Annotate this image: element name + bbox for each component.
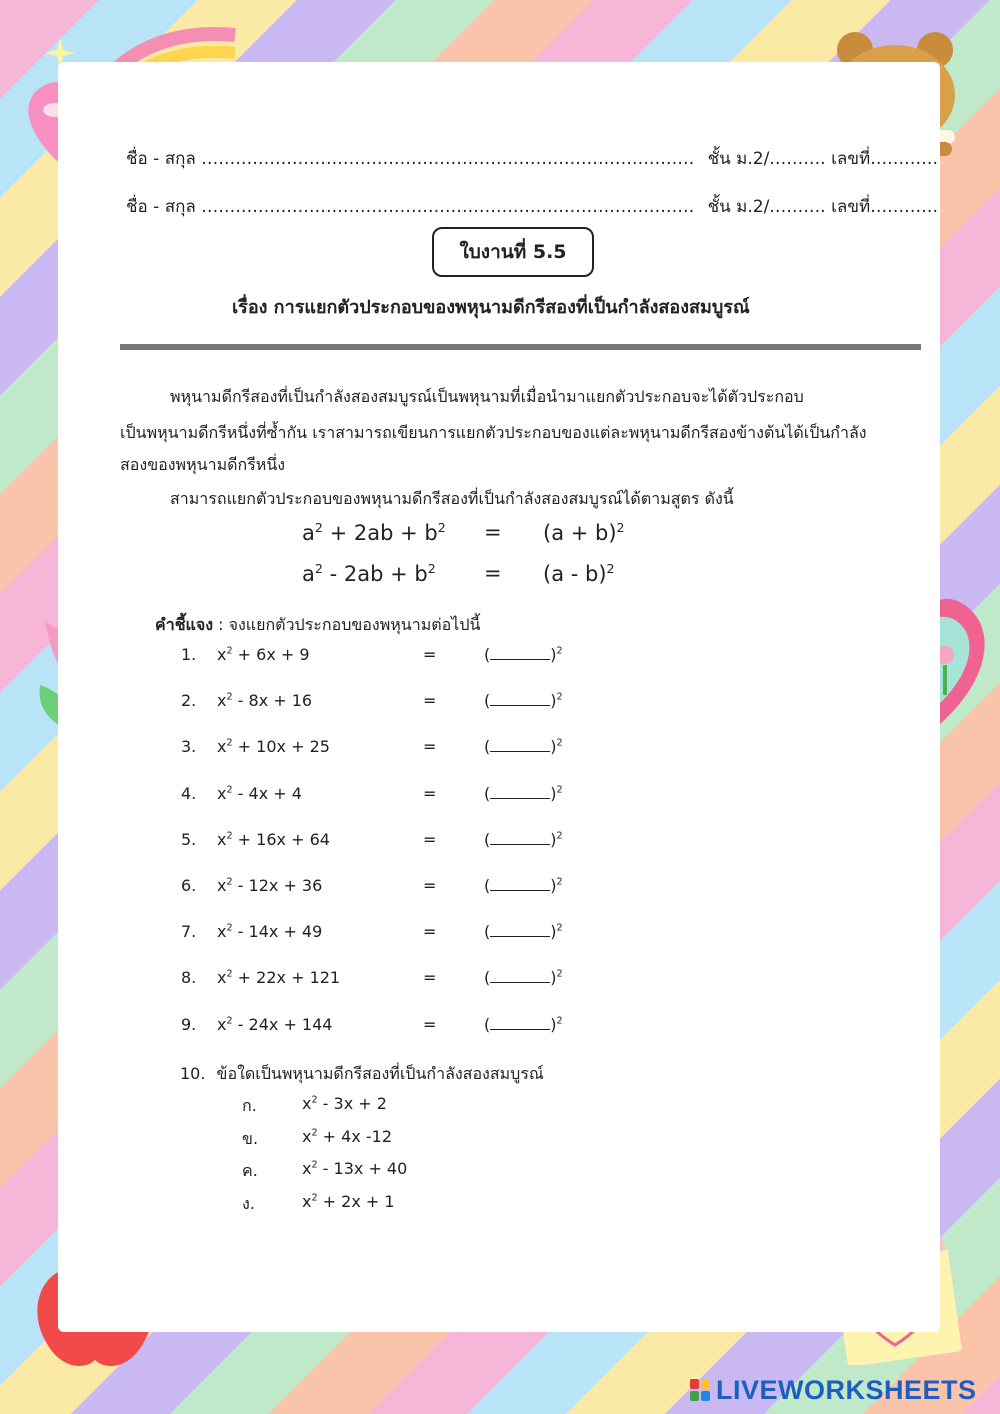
variable: x <box>302 1159 312 1178</box>
open-paren: ( <box>484 876 491 895</box>
answer-input-line[interactable] <box>490 737 550 752</box>
variable: x <box>217 922 227 941</box>
close-paren: ) <box>550 830 557 849</box>
choice-letter: ค. <box>242 1161 258 1180</box>
answer-input-line[interactable] <box>490 645 550 660</box>
close-paren: ) <box>550 645 557 664</box>
expression-rest: + 4x -12 <box>317 1127 393 1146</box>
exponent: 2 <box>606 561 615 576</box>
formula-term: a <box>302 521 315 545</box>
formula-rhs: (a + b) <box>543 521 617 545</box>
open-paren: ( <box>484 922 491 941</box>
equals-sign: = <box>423 784 437 803</box>
formula-term: a <box>302 562 315 586</box>
exponent: 2 <box>226 645 233 657</box>
question-number: 6. <box>181 876 197 895</box>
formula-1-eq: = <box>484 520 502 544</box>
class-label: ชั้น ม.2/………. เลขที่………… <box>707 149 939 169</box>
exponent: 2 <box>556 830 563 842</box>
exponent: 2 <box>314 561 323 576</box>
formula-2 <box>302 561 436 586</box>
question-number: 7. <box>181 922 197 941</box>
question-number: 9. <box>181 1015 197 1034</box>
answer-blank[interactable] <box>484 922 563 941</box>
formula-sign: + <box>329 521 348 545</box>
question-text: ข้อใดเป็นพหุนามดีกรีสองที่เป็นกำลังสองสมบูรณ์ <box>216 1064 544 1083</box>
answer-input-line[interactable] <box>490 830 550 845</box>
question-expression <box>217 1015 332 1034</box>
variable: x <box>302 1094 312 1113</box>
question-number: 2. <box>181 691 197 710</box>
question-10 <box>180 1062 544 1087</box>
name-label: ชื่อ - สกุล <box>126 197 196 217</box>
open-paren: ( <box>484 737 491 756</box>
formula-2-eq: = <box>484 561 502 585</box>
question-number: 3. <box>181 737 197 756</box>
answer-input-line[interactable] <box>490 691 550 706</box>
question-expression <box>217 968 340 987</box>
choice-letter: ก. <box>242 1096 257 1115</box>
choice-expression <box>302 1192 395 1211</box>
intro-line-1: พหุนามดีกรีสองที่เป็นกำลังสองสมบูรณ์เป็นพหุนามที่เมื่อนำมาแยกตัวประกอบจะได้ตัวประกอบ <box>170 387 804 406</box>
expression-rest: + 16x + 64 <box>232 830 330 849</box>
exponent: 2 <box>226 876 233 888</box>
question-number: 10. <box>180 1064 206 1083</box>
exponent: 2 <box>556 691 563 703</box>
formula-term: b <box>414 562 428 586</box>
exponent: 2 <box>556 784 563 796</box>
answer-input-line[interactable] <box>490 876 550 891</box>
exponent: 2 <box>556 1015 563 1027</box>
expression-rest: + 6x + 9 <box>232 645 310 664</box>
choice-expression <box>302 1094 387 1113</box>
question-number: 1. <box>181 645 197 664</box>
equals-sign: = <box>423 876 437 895</box>
variable: x <box>302 1127 312 1146</box>
close-paren: ) <box>550 1015 557 1034</box>
exponent: 2 <box>556 645 563 657</box>
formula-sign: + <box>390 562 408 586</box>
open-paren: ( <box>484 1015 491 1034</box>
expression-rest: - 4x + 4 <box>232 784 302 803</box>
intro-line-2: เป็นพหุนามดีกรีหนึ่งที่ซ้ำกัน เราสามารถเขียนการแยกตัวประกอบของแต่ละพหุนามดีกรีสองข้างต้นได้เป็นกำลัง <box>120 423 867 442</box>
question-expression <box>217 784 302 803</box>
answer-blank[interactable] <box>484 1015 563 1034</box>
answer-input-line[interactable] <box>490 922 550 937</box>
expression-rest: - 24x + 144 <box>232 1015 333 1034</box>
question-expression <box>217 876 322 895</box>
variable: x <box>217 691 227 710</box>
formula-1-rhs <box>543 520 625 545</box>
expression-rest: + 22x + 121 <box>232 968 341 987</box>
variable: x <box>302 1192 312 1211</box>
close-paren: ) <box>550 784 557 803</box>
exponent: 2 <box>311 1094 318 1106</box>
equals-sign: = <box>423 922 437 941</box>
open-paren: ( <box>484 968 491 987</box>
exponent: 2 <box>226 922 233 934</box>
choice-expression <box>302 1127 392 1146</box>
question-expression <box>217 922 322 941</box>
class-label: ชั้น ม.2/………. เลขที่………… <box>707 197 939 217</box>
close-paren: ) <box>550 691 557 710</box>
watermark-text: LIVEWORKSHEETS <box>716 1374 977 1405</box>
name-label: ชื่อ - สกุล <box>126 149 196 169</box>
liveworksheets-watermark <box>690 1375 977 1405</box>
liveworksheets-logo-icon <box>690 1379 710 1401</box>
exponent: 2 <box>556 737 563 749</box>
instruction <box>155 613 480 638</box>
question-number: 4. <box>181 784 197 803</box>
question-expression <box>217 737 330 756</box>
equals-sign: = <box>423 645 437 664</box>
answer-blank[interactable] <box>484 645 563 664</box>
exponent: 2 <box>437 520 446 535</box>
formula-term: 2ab <box>353 521 394 545</box>
exponent: 2 <box>311 1192 318 1204</box>
formula-rhs: (a - b) <box>543 562 607 586</box>
variable: x <box>217 968 227 987</box>
variable: x <box>217 876 227 895</box>
answer-blank[interactable] <box>484 784 563 803</box>
question-number: 5. <box>181 830 197 849</box>
expression-rest: - 14x + 49 <box>232 922 323 941</box>
open-paren: ( <box>484 784 491 803</box>
instruction-text: : จงแยกตัวประกอบของพหุนามต่อไปนี้ <box>213 615 481 634</box>
expression-rest: - 12x + 36 <box>232 876 323 895</box>
formula-sign: - <box>329 562 338 586</box>
answer-blank[interactable] <box>484 968 563 987</box>
expression-rest: + 10x + 25 <box>232 737 330 756</box>
question-expression <box>217 830 330 849</box>
equals-sign: = <box>423 691 437 710</box>
name-dots: …………………………………………………………………………… <box>201 197 695 217</box>
equals-sign: = <box>423 1015 437 1034</box>
name-dots: …………………………………………………………………………… <box>201 149 695 169</box>
formula-2-rhs <box>543 561 615 586</box>
answer-input-line[interactable] <box>490 968 550 983</box>
close-paren: ) <box>550 876 557 895</box>
formula-term: 2ab <box>343 562 384 586</box>
close-paren: ) <box>550 922 557 941</box>
close-paren: ) <box>550 968 557 987</box>
choice-letter: ง. <box>242 1194 255 1213</box>
expression-rest: - 8x + 16 <box>232 691 313 710</box>
expression-rest: + 2x + 1 <box>317 1192 395 1211</box>
expression-rest: - 13x + 40 <box>317 1159 408 1178</box>
question-expression <box>217 645 310 664</box>
exponent: 2 <box>314 520 323 535</box>
exponent: 2 <box>556 876 563 888</box>
exponent: 2 <box>311 1127 318 1139</box>
variable: x <box>217 1015 227 1034</box>
equals-sign: = <box>423 830 437 849</box>
equals-sign: = <box>423 737 437 756</box>
open-paren: ( <box>484 830 491 849</box>
exponent: 2 <box>226 1015 233 1027</box>
variable: x <box>217 784 227 803</box>
divider-rule <box>120 344 921 350</box>
exponent: 2 <box>427 561 436 576</box>
exponent: 2 <box>226 737 233 749</box>
answer-blank[interactable] <box>484 830 563 849</box>
choice-expression <box>302 1159 407 1178</box>
answer-input-line[interactable] <box>490 784 550 799</box>
formula-term: b <box>424 521 438 545</box>
name-line-2 <box>126 193 938 220</box>
topic-heading: เรื่อง การแยกตัวประกอบของพหุนามดีกรีสองที่เป็นกำลังสองสมบูรณ์ <box>232 297 750 318</box>
intro-line-4: สามารถแยกตัวประกอบของพหุนามดีกรีสองที่เป็นกำลังสองสมบูรณ์ได้ตามสูตร ดังนี้ <box>170 489 734 508</box>
formula-1 <box>302 520 446 545</box>
exponent: 2 <box>311 1159 318 1171</box>
exponent: 2 <box>226 784 233 796</box>
exponent: 2 <box>226 691 233 703</box>
answer-input-line[interactable] <box>490 1015 550 1030</box>
question-number: 8. <box>181 968 197 987</box>
equals-sign: = <box>423 968 437 987</box>
exponent: 2 <box>556 922 563 934</box>
intro-line-3: สองของพหุนามดีกรีหนึ่ง <box>120 455 286 474</box>
choice-letter: ข. <box>242 1129 259 1148</box>
exponent: 2 <box>556 968 563 980</box>
open-paren: ( <box>484 645 491 664</box>
open-paren: ( <box>484 691 491 710</box>
close-paren: ) <box>550 737 557 756</box>
exponent: 2 <box>226 968 233 980</box>
answer-blank[interactable] <box>484 737 563 756</box>
exponent: 2 <box>226 830 233 842</box>
variable: x <box>217 645 227 664</box>
name-line-1 <box>126 145 938 172</box>
instruction-label: คำชี้แจง <box>155 615 214 634</box>
variable: x <box>217 830 227 849</box>
variable: x <box>217 737 227 756</box>
answer-blank[interactable] <box>484 691 563 710</box>
sheet-title: ใบงานที่ 5.5 <box>459 241 567 263</box>
formula-sign: + <box>400 521 418 545</box>
sheet-title-box <box>432 227 594 277</box>
exponent: 2 <box>616 520 625 535</box>
question-expression <box>217 691 312 710</box>
answer-blank[interactable] <box>484 876 563 895</box>
expression-rest: - 3x + 2 <box>317 1094 387 1113</box>
